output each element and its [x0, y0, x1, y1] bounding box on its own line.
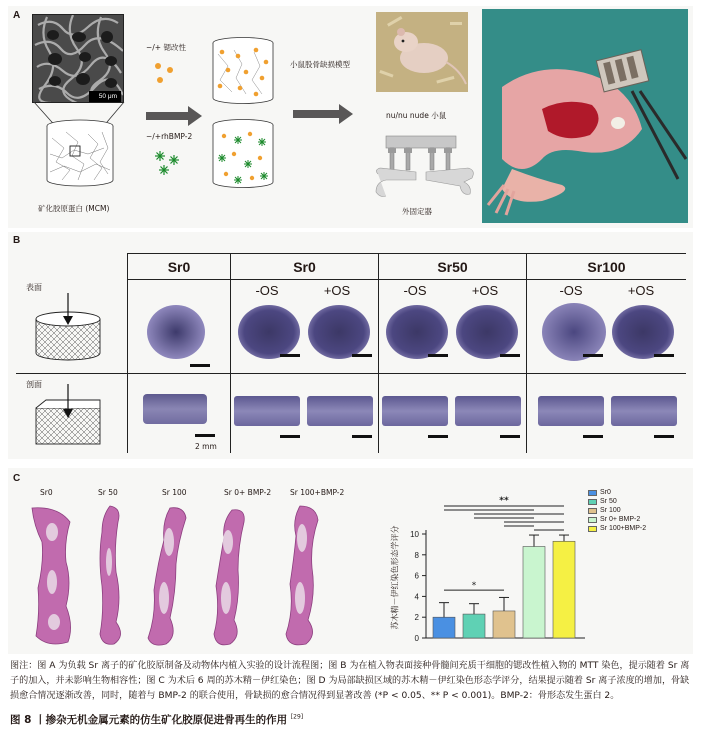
- bar: [523, 546, 545, 638]
- mouse-label: nu/nu nude 小鼠: [386, 111, 447, 120]
- panel-b-label: B: [13, 235, 21, 246]
- sr-treatment-label: −/+ 锶改性: [146, 43, 186, 52]
- legend-swatch: [588, 499, 597, 505]
- legend-item: [588, 488, 688, 497]
- scale-bar: [280, 354, 300, 357]
- scale-bar-label: 2 mm: [195, 442, 217, 451]
- group-header-sr0-plain: Sr0: [167, 259, 191, 275]
- row-divider: [16, 373, 686, 374]
- arrow-right-icon: [293, 104, 353, 128]
- sr-bmp-loaded-scaffold-icon: [210, 118, 276, 190]
- scale-bar: [654, 354, 674, 357]
- bar: [463, 614, 485, 638]
- section-sr50-minus-os: [382, 396, 448, 426]
- surface-row-label: 表面: [26, 283, 42, 292]
- model-label: 小鼠股骨缺损模型: [290, 60, 350, 69]
- scale-bar: [352, 354, 372, 357]
- y-tick-label: 0: [414, 634, 419, 643]
- col-divider-4: [526, 253, 527, 453]
- histo-label: Sr0: [40, 488, 53, 497]
- legend-swatch: [588, 526, 597, 532]
- mcm-scaffold-icon: [44, 118, 116, 190]
- histo-label: Sr 50: [98, 488, 118, 497]
- bar: [433, 617, 455, 638]
- legend-item: [588, 524, 688, 533]
- surgery-photo: [482, 9, 688, 223]
- header-border-top: [127, 253, 686, 254]
- legend-item: [588, 497, 688, 506]
- panel-c-label: C: [13, 473, 21, 484]
- bar: [493, 611, 515, 638]
- scale-bar: [190, 364, 210, 367]
- subheader-minus-os: -OS: [403, 283, 427, 298]
- legend-label: Sr 50: [600, 498, 617, 505]
- panel-a-label: A: [13, 10, 21, 21]
- legend-item: [588, 515, 688, 524]
- sem-scale-label: 50 μm: [98, 93, 117, 100]
- sr-loaded-scaffold-icon: [210, 36, 276, 106]
- scale-bar: [428, 435, 448, 438]
- disc-sr0-minus-os: [236, 303, 302, 361]
- header-border-bottom: [127, 279, 686, 280]
- histo-label: Sr 100: [162, 488, 187, 497]
- legend-label: Sr 0+ BMP-2: [600, 516, 641, 523]
- section-sr50-plus-os: [455, 396, 521, 426]
- y-tick-label: 10: [410, 530, 419, 539]
- legend-label: Sr 100+BMP-2: [600, 525, 647, 532]
- scale-bar: [428, 354, 448, 357]
- surface-view-schematic-icon: [30, 291, 106, 363]
- legend-swatch: [588, 517, 597, 523]
- bmp-treatment-label: −/+rhBMP-2: [146, 132, 193, 141]
- scale-bar: [280, 435, 300, 438]
- external-fixator-icon: [372, 134, 482, 202]
- subheader-plus-os: +OS: [323, 283, 351, 298]
- figure-title: [10, 712, 303, 727]
- disc-sr50-plus-os: [454, 303, 520, 361]
- subheader-plus-os: +OS: [471, 283, 499, 298]
- arrow-right-icon: [146, 106, 202, 130]
- scale-bar: [583, 435, 603, 438]
- sem-micrograph: [32, 14, 124, 103]
- legend-label: Sr 100: [600, 507, 621, 514]
- legend-item: [588, 506, 688, 515]
- disc-sr0-plus-os: [306, 303, 372, 361]
- section-view-schematic-icon: [30, 384, 106, 448]
- subheader-plus-os: +OS: [627, 283, 655, 298]
- scale-bar: [195, 434, 215, 437]
- fixator-label: 外固定器: [402, 207, 432, 216]
- chart-ylabel: 苏木精－伊红染色形态学评分: [390, 525, 400, 630]
- significance-star: *: [471, 581, 477, 592]
- histology-specimens: [18, 502, 368, 648]
- section-sr0: [143, 394, 207, 424]
- scale-bar: [654, 435, 674, 438]
- group-header-sr0: Sr0: [293, 259, 316, 275]
- figure-title-text: 图 8 丨掺杂无机金属元素的仿生矿化胶原促进骨再生的作用: [10, 714, 288, 726]
- bar: [553, 541, 575, 638]
- legend-swatch: [588, 490, 597, 496]
- group-header-sr50: Sr50: [437, 259, 468, 275]
- y-tick-label: 8: [414, 550, 419, 560]
- section-sr0-plus-os: [307, 396, 373, 426]
- legend-swatch: [588, 508, 597, 514]
- subheader-minus-os: -OS: [559, 283, 583, 298]
- nude-mouse-photo: [376, 12, 468, 92]
- scale-bar: [583, 354, 603, 357]
- section-sr100-plus-os: [611, 396, 677, 426]
- mcm-label: 矿化胶原蛋白 (MCM): [38, 204, 110, 213]
- bar-chart: [400, 486, 590, 646]
- sr-ion-icon: [150, 60, 180, 90]
- legend-label: Sr0: [600, 489, 611, 496]
- disc-sr0-surface: [145, 303, 207, 361]
- section-sr0-minus-os: [234, 396, 300, 426]
- chart-legend: [588, 488, 688, 533]
- histo-label: Sr 100+BMP-2: [290, 488, 345, 497]
- figure-caption: 图注：图 A 为负载 Sr 离子的矿化胶原制备及动物体内植入实验的设计流程图；图 B 为在植入物表面接种骨髓间充质干细胞的锶改性植入物的 MTT 染色，提示随着 Sr 离子的加入，并未影响生物相容性；图 C 为术后 6 周的苏木精－伊红染色；图 D 为局部缺损区域的苏木精－伊红染色形态学评分，结果提示随着 Sr 离子浓度的增加，骨缺损愈合情况逐渐改善，同时，随着与 BMP-2 的联合使用，骨缺损的愈合情况得到显著改善 (*P < 0.05、** P < 0.001)。BMP-2：骨形态发生蛋白 2。: [10, 661, 690, 701]
- y-tick-label: 4: [414, 592, 419, 602]
- col-divider-1: [127, 253, 128, 453]
- figure-ref: [29]: [290, 713, 304, 721]
- scale-bar: [500, 435, 520, 438]
- section-row-label: 剖面: [26, 380, 42, 389]
- y-tick-label: 6: [414, 571, 419, 581]
- rhbmp2-icon: [150, 148, 184, 178]
- col-divider-2: [230, 253, 231, 453]
- col-divider-3: [378, 253, 379, 453]
- significance-double-star: **: [499, 496, 509, 506]
- group-header-sr100: Sr100: [587, 259, 626, 275]
- subheader-minus-os: -OS: [255, 283, 279, 298]
- scale-bar: [352, 435, 372, 438]
- histo-label: Sr 0+ BMP-2: [224, 488, 272, 497]
- disc-sr50-minus-os: [384, 303, 450, 361]
- y-tick-label: 2: [414, 613, 419, 623]
- scale-bar: [500, 354, 520, 357]
- section-sr100-minus-os: [538, 396, 604, 426]
- disc-sr100-plus-os: [610, 303, 676, 361]
